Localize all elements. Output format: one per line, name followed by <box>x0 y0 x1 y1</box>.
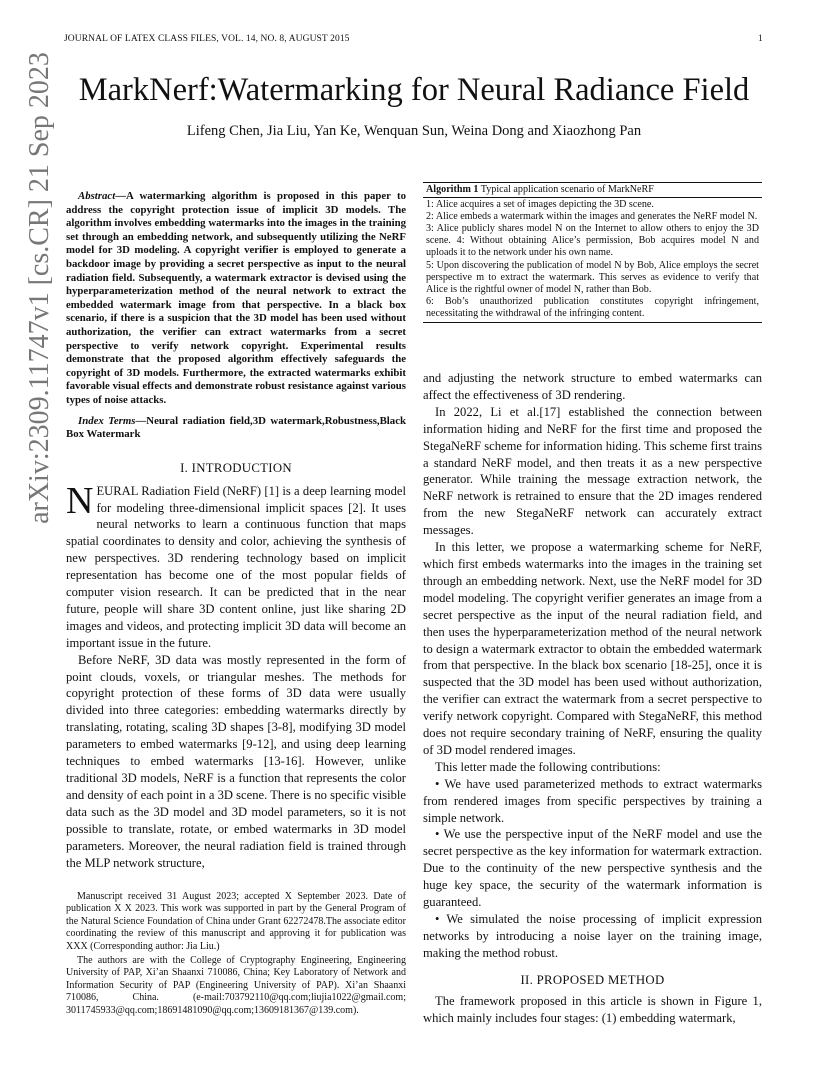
algorithm-line: 3: Alice publicly shares model N on the Internet to allow others to enjoy the 3D scene. 4: Without obtaining Alice’s permission, Bob acquires model N and uploads it to the network under his own name. <box>426 223 759 259</box>
contribution-bullet: • We simulated the noise processing of implicit expression networks by introducing a noise layer on the training image, making the method robust. <box>423 912 762 960</box>
contribution-bullet: • We use the perspective input of the NeRF model and use the secret perspective as the key information for watermark extraction. Due to the continuity of the new perspective synthesis and the huge key space, the security of the watermark information is guaranteed. <box>423 827 762 910</box>
index-terms-text: —Neural radiation field,3D watermark,Robustness,Black Box Watermark <box>66 414 406 441</box>
index-terms <box>66 415 406 442</box>
algorithm-line: 1: Alice acquires a set of images depicting the 3D scene. <box>426 199 654 211</box>
algorithm-box <box>423 182 762 323</box>
footnotes <box>66 891 406 1017</box>
abstract-text: —A watermarking algorithm is proposed in this paper to address the copyright protection issue of implicit 3D models. The algorithm involves embedding watermarks into the images in the training set through an embedding network, and subsequently utilizing the NeRF model for 3D modeling. A copyright verifier is employed to generate a backdoor image by providing a secret perspective as input to the neural radiation field. Subsequently, a watermark extractor is devised using the hyperparameterization method of the neural network to extract the embedded watermark image from that perspective. In a black box scenario, if there is a suspicion that the 3D model has been used without authorization, the verifier can extract watermarks from a secret perspective to verify network copyright. Experimental results demonstrate that the proposed algorithm effectively safeguards the copyright of 3D models. Furthermore, the extracted watermarks exhibit favorable visual effects and demonstrate robust resistance against various types of noise attacks. <box>66 190 406 406</box>
algorithm-label: Algorithm 1 <box>426 184 479 195</box>
algorithm-caption-text: Typical application scenario of MarkNeRF <box>480 184 654 195</box>
algorithm-line: 2: Alice embeds a watermark within the images and generates the NeRF model N. <box>426 211 758 223</box>
body-paragraph: In this letter, we propose a watermarking scheme for NeRF, which first embeds watermarks into the images in the training set through an embedding network. Next, use the NeRF model for 3D model modeling. The copyright verifier generates an image from a secret perspective as the input of the neural radiation field, and then uses the hyperparameterization method of the neural network to design a watermark extractor to obtain the embedded watermark from that perspective. In the black box scenario [18-25], once it is suspected that the 3D model has been used without authorization, the verifier can extract the watermark from a secret perspective to verify network copyright. Compared with StegaNeRF, this method does not require secondary training of NeRF, ensuring the quality of 3D model rendered images. <box>423 540 762 757</box>
left-column <box>66 190 406 871</box>
footnote-manuscript: Manuscript received 31 August 2023; accepted X September 2023. Date of publication X X 2023. This work was supported in part by the General Program of the Natural Science Foundation of China under Grant 62272478.The associate editor coordinating the review of this manuscript and approving it for publication was XXX (Corresponding author: Jia Liu.) <box>66 891 406 952</box>
arxiv-stamp: arXiv:2309.11747v1 [cs.CR] 21 Sep 2023 <box>24 52 55 524</box>
drop-cap: N <box>66 479 94 522</box>
index-terms-label: Index Terms <box>78 414 136 427</box>
contribution-bullet: • We have used parameterized methods to extract watermarks from rendered images from specific perspectives by training a simple network. <box>423 776 762 825</box>
paper-title: MarkNerf:Watermarking for Neural Radiance Field <box>78 72 750 108</box>
algorithm-caption <box>423 183 762 198</box>
body-paragraph: In 2022, Li et al.[17] established the connection between information hiding and NeRF for the first time and proposed the StegaNeRF scheme for information hiding. This scheme first trains a standard NeRF model, and then treats it as a new perspective generator. While training the message extraction network, the NeRF network is retrained to ensure that the 2D images rendered from the new StegaNeRF network can accurately extract messages. <box>423 404 762 538</box>
algorithm-lines <box>423 198 762 323</box>
page-number: 1 <box>758 34 763 44</box>
intro-paragraph-2: Before NeRF, 3D data was mostly represented in the form of point clouds, voxels, or triangular meshes. The methods for copyright protection of these forms of 3D data were usually divided into three categories: embedding watermarks directly by translating, rotating, scaling 3D shapes [3-8], modifying 3D model parameters to embed watermarks [9-12], and using deep learning techniques to embed watermarks [13-16]. However, unlike traditional 3D models, NeRF is a function that represents the color and density of each point in a 3D scene. There is no specific visible data such as the 3D model and 3D model parameters, so it is not possible to translate, rotate, or embed watermarks in 3D model parameters. Moreover, the neural radiation field is trained through the MLP network structure, <box>66 652 406 870</box>
section-heading-proposed-method: II. PROPOSED METHOD <box>520 972 665 987</box>
right-column <box>423 370 762 1026</box>
author-list: Lifeng Chen, Jia Liu, Yan Ke, Wenquan Sun, Weina Dong and Xiaozhong Pan <box>186 123 642 139</box>
running-header: JOURNAL OF LATEX CLASS FILES, VOL. 14, NO. 8, AUGUST 2015 <box>64 34 350 44</box>
body-paragraph: and adjusting the network structure to embed watermarks can affect the effectiveness of 3D rendering. <box>423 371 762 402</box>
abstract <box>66 190 406 408</box>
intro-paragraph-1 <box>66 479 406 652</box>
body-paragraph: The framework proposed in this article is shown in Figure 1, which mainly includes four stages: (1) embedding watermark, <box>423 993 762 1025</box>
footnote-affiliations: The authors are with the College of Cryptography Engineering, Engineering University of PAP, Xi’an Shaanxi 710086, China; Key Laboratory of Network and Information Security of PAP (Engineering University of PAP). Xi’an Shaanxi 710086, China. (e-mail:703792110@qq.com;liujia1022@gmail.com; 3011745933@qq.com;18691481090@qq.com;13609181367@139.com). <box>66 955 406 1016</box>
algorithm-line: 6: Bob’s unauthorized publication constitutes copyright infringement, necessitating the withdrawal of the infringing content. <box>426 295 759 319</box>
section-heading-introduction: I. INTRODUCTION <box>180 460 292 475</box>
abstract-label: Abstract <box>78 190 116 202</box>
intro-paragraph-1-text: EURAL Radiation Field (NeRF) [1] is a deep learning model for modeling three-dimensional implicit spaces [2]. It uses neural networks to learn a continuous function that maps spatial coordinates to density and color, achieving the synthesis of new perspectives. 3D rendering technology based on implicit representation has become one of the most popular fields of computer vision research. It can be predicted that in the near future, people will share 3D content online, just like sharing 2D images and videos, and protecting implicit 3D data will become an important issue in the future. <box>66 483 406 650</box>
algorithm-line: 5: Upon discovering the publication of model N by Bob, Alice employs the secret perspective m to extract the watermark. This serves as evidence to verify that Alice is the rightful owner of model N, rather than Bob. <box>426 259 759 295</box>
body-paragraph: This letter made the following contributions: <box>435 759 661 774</box>
